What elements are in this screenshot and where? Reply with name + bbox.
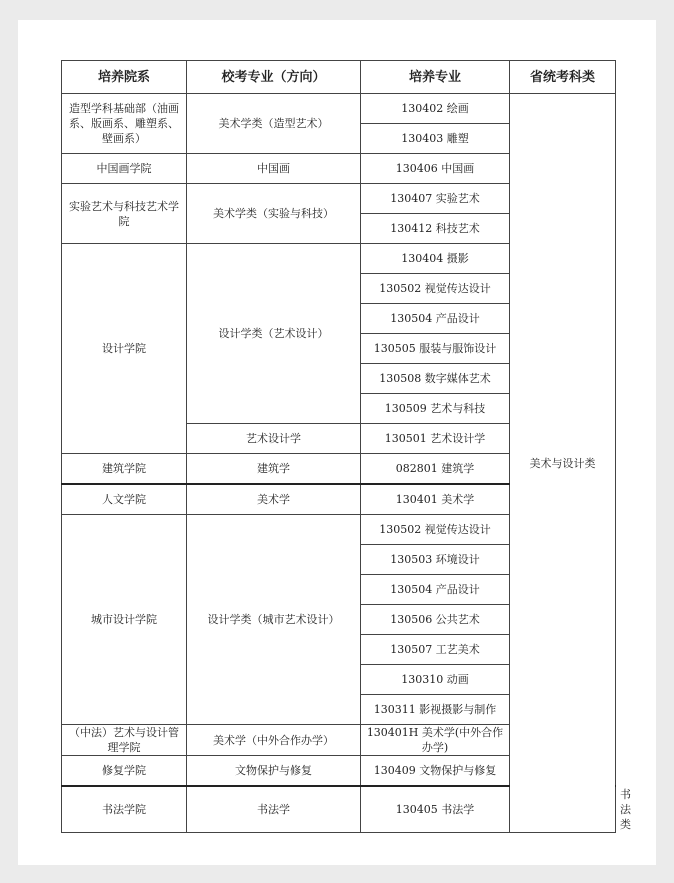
major-cell: 130409 文物保护与修复 bbox=[361, 756, 510, 787]
exam-cell: 美术学类（造型艺术） bbox=[187, 94, 361, 154]
document-page bbox=[18, 20, 656, 865]
exam-cell: 建筑学 bbox=[187, 454, 361, 485]
exam-cell: 文物保护与修复 bbox=[187, 756, 361, 787]
exam-cell: 中国画 bbox=[187, 154, 361, 184]
dept-cell: 实验艺术与科技艺术学院 bbox=[62, 184, 187, 244]
exam-cell: 设计学类（艺术设计） bbox=[187, 244, 361, 424]
header-training-major: 培养专业 bbox=[361, 61, 510, 94]
exam-cell: 美术学 bbox=[187, 484, 361, 515]
dept-cell: 人文学院 bbox=[62, 484, 187, 515]
major-cell: 130405 书法学 bbox=[361, 786, 510, 833]
major-cell: 130406 中国画 bbox=[361, 154, 510, 184]
exam-cell: 设计学类（城市艺术设计） bbox=[187, 515, 361, 725]
major-cell: 130504 产品设计 bbox=[361, 304, 510, 334]
dept-cell: 设计学院 bbox=[62, 244, 187, 454]
major-cell: 130401H 美术学(中外合作办学) bbox=[361, 725, 510, 756]
dept-cell: 城市设计学院 bbox=[62, 515, 187, 725]
major-cell: 130507 工艺美术 bbox=[361, 635, 510, 665]
exam-cell: 美术学（中外合作办学） bbox=[187, 725, 361, 756]
exam-cell: 书法学 bbox=[187, 786, 361, 833]
dept-cell: 书法学院 bbox=[62, 786, 187, 833]
major-cell: 130501 艺术设计学 bbox=[361, 424, 510, 454]
exam-cell: 美术学类（实验与科技） bbox=[187, 184, 361, 244]
table-row bbox=[62, 94, 616, 124]
major-cell: 130502 视觉传达设计 bbox=[361, 274, 510, 304]
dept-cell: 修复学院 bbox=[62, 756, 187, 787]
table-row: 书法学院 书法学 130405 书法学 书法类 bbox=[62, 786, 616, 833]
header-department: 培养院系 bbox=[62, 61, 187, 94]
major-cell: 130508 数字媒体艺术 bbox=[361, 364, 510, 394]
header-exam-category: 省统考科类 bbox=[510, 61, 616, 94]
major-cell: 130412 科技艺术 bbox=[361, 214, 510, 244]
major-cell: 130509 艺术与科技 bbox=[361, 394, 510, 424]
major-cell: 130505 服装与服饰设计 bbox=[361, 334, 510, 364]
dept-cell: 造型学科基础部（油画系、版画系、雕塑系、壁画系） bbox=[62, 94, 187, 154]
major-cell: 130401 美术学 bbox=[361, 484, 510, 515]
major-cell: 130503 环境设计 bbox=[361, 545, 510, 575]
major-cell: 130404 摄影 bbox=[361, 244, 510, 274]
category-cell: 美术与设计类 bbox=[510, 94, 616, 833]
major-cell: 082801 建筑学 bbox=[361, 454, 510, 485]
dept-cell: （中法）艺术与设计管理学院 bbox=[62, 725, 187, 756]
major-cell: 130311 影视摄影与制作 bbox=[361, 695, 510, 725]
major-cell: 130506 公共艺术 bbox=[361, 605, 510, 635]
table-header-row bbox=[62, 61, 616, 94]
exam-cell: 艺术设计学 bbox=[187, 424, 361, 454]
major-cell: 130310 动画 bbox=[361, 665, 510, 695]
major-cell: 130407 实验艺术 bbox=[361, 184, 510, 214]
major-cell: 130403 雕塑 bbox=[361, 124, 510, 154]
dept-cell: 中国画学院 bbox=[62, 154, 187, 184]
admission-table bbox=[61, 60, 631, 833]
header-exam-major: 校考专业（方向） bbox=[187, 61, 361, 94]
major-cell: 130402 绘画 bbox=[361, 94, 510, 124]
dept-cell: 建筑学院 bbox=[62, 454, 187, 485]
major-cell: 130504 产品设计 bbox=[361, 575, 510, 605]
major-cell: 130502 视觉传达设计 bbox=[361, 515, 510, 545]
